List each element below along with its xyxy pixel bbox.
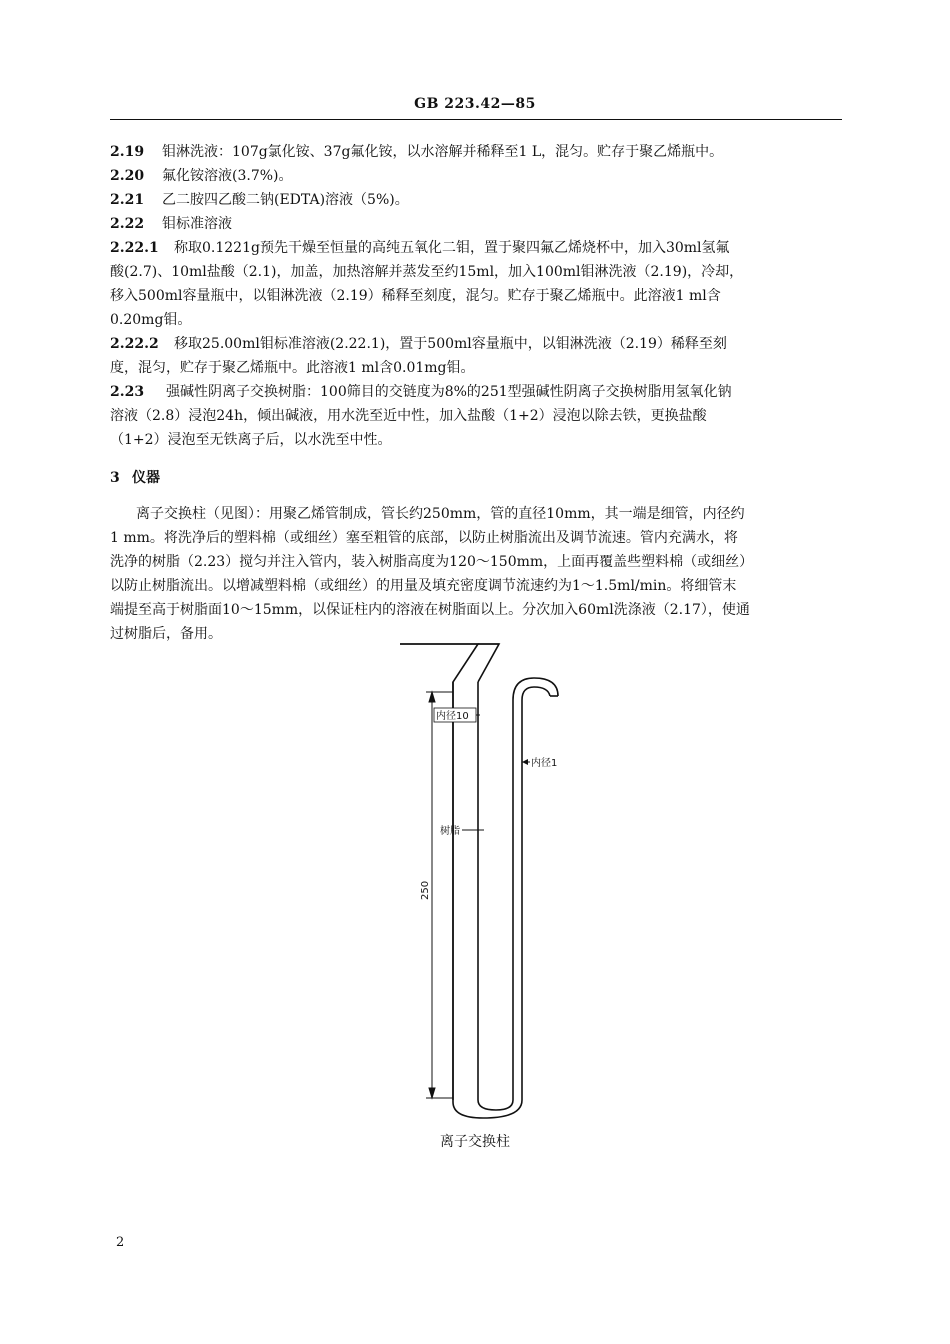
item-2-23-line-3: （1+2）浸泡至无铁离子后，以水洗至中性。 [110,432,392,448]
figure-caption: 离子交换柱 [440,1134,510,1150]
section-number: 3 [110,470,120,486]
item-2-19 [110,140,840,164]
funnel-right [478,644,499,682]
item-2-21 [110,188,840,212]
item-text: 移取25.00ml钼标准溶液(2.22.1)，置于500ml容量瓶中，以钼淋洗液（2.19）稀释至刻 [174,336,727,352]
item-2-23-line-2: 溶液（2.8）浸泡24h，倾出碱液，用水洗至近中性，加入盐酸（1+2）浸泡以除去铁，更换盐酸 [110,408,707,424]
item-number: 2.22 [110,216,145,232]
item-2-20 [110,164,840,188]
item-2-22-2-line-2: 度，混匀，贮存于聚乙烯瓶中。此溶液1 ml含0.01mg钼。 [110,360,475,376]
item-text: 钼标准溶液 [162,216,232,232]
u-bend-inner [478,1100,513,1110]
page-number: 2 [116,1235,125,1250]
item-text: 强碱性阴离子交换树脂：100筛目的交链度为8%的251型强碱性阴离子交换树脂用氢氧化钠 [166,384,732,400]
arrow-up [429,692,435,702]
section-title: 仪器 [132,470,160,486]
label-length-250: 250 [420,880,431,900]
section-3-line-3: 洗净的树脂（2.23）搅匀并注入管内，装入树脂高度为120～150mm，上面再覆盖些塑料棉（或细丝） [110,554,754,570]
section-3-heading [110,466,840,490]
page-header: GB 223.42—85 [414,96,536,112]
item-text: 氟化铵溶液(3.7%)。 [162,168,293,184]
item-number: 2.19 [110,144,145,160]
section-3-line-1: 离子交换柱（见图）：用聚乙烯管制成，管长约250mm，管的直径10mm，其一端是细管，内径约 [136,506,745,522]
item-2-22-1-line-4: 0.20mg钼。 [110,312,192,328]
item-number: 2.23 [110,384,145,400]
header-rule [110,119,842,120]
item-number: 2.21 [110,192,145,208]
arrow-inner1 [522,759,528,765]
item-number: 2.22.1 [110,240,159,256]
label-resin: 树脂 [440,826,460,837]
document-body [110,140,840,646]
section-3-line-5: 端提至高于树脂面10～15mm，以保证柱内的溶液在树脂面以上。分次加入60ml洗涤液（2.17），使通 [110,602,750,618]
item-2-22 [110,212,840,236]
item-text: 乙二胺四乙酸二钠(EDTA)溶液（5%)。 [162,192,409,208]
item-number: 2.20 [110,168,145,184]
hook-inner [522,687,550,700]
item-2-22-1-line-2: 酸(2.7)、10ml盐酸（2.1)，加盖，加热溶解并蒸发至约15ml，加入100ml钼淋洗液（2.19)，冷却， [110,264,744,280]
item-2-22-1-line-3: 移入500ml容量瓶中，以钼淋洗液（2.19）稀释至刻度，混匀。贮存于聚乙烯瓶中。此溶液1 ml含 [110,288,721,304]
item-2-22-1-line-1 [110,236,840,260]
item-text: 称取0.1221g预先干燥至恒量的高纯五氧化二钼，置于聚四氟乙烯烧杯中，加入30ml氢氟 [174,240,730,256]
label-inner-diameter-10: 内径10 [436,711,469,722]
section-3-line-2: 1 mm。将洗净后的塑料棉（或细丝）塞至粗管的底部，以防止树脂流出及调节流速。管内充满水，将 [110,530,738,546]
item-number: 2.22.2 [110,336,159,352]
ion-exchange-column-figure [400,640,580,1120]
section-3-line-4: 以防止树脂流出。以增减塑料棉（或细丝）的用量及填充密度调节流速约为1～1.5ml/min。将细管末 [110,578,737,594]
item-2-22-2-line-1 [110,332,840,356]
arrow-down [429,1088,435,1098]
section-3-line-6: 过树脂后，备用。 [110,626,222,642]
item-text: 钼淋洗液：107g氯化铵、37g氟化铵，以水溶解并稀释至1 L，混匀。贮存于聚乙烯瓶中。 [162,144,724,160]
item-2-23-line-1 [110,380,840,404]
label-inner-diameter-1: 内径1 [531,758,558,769]
